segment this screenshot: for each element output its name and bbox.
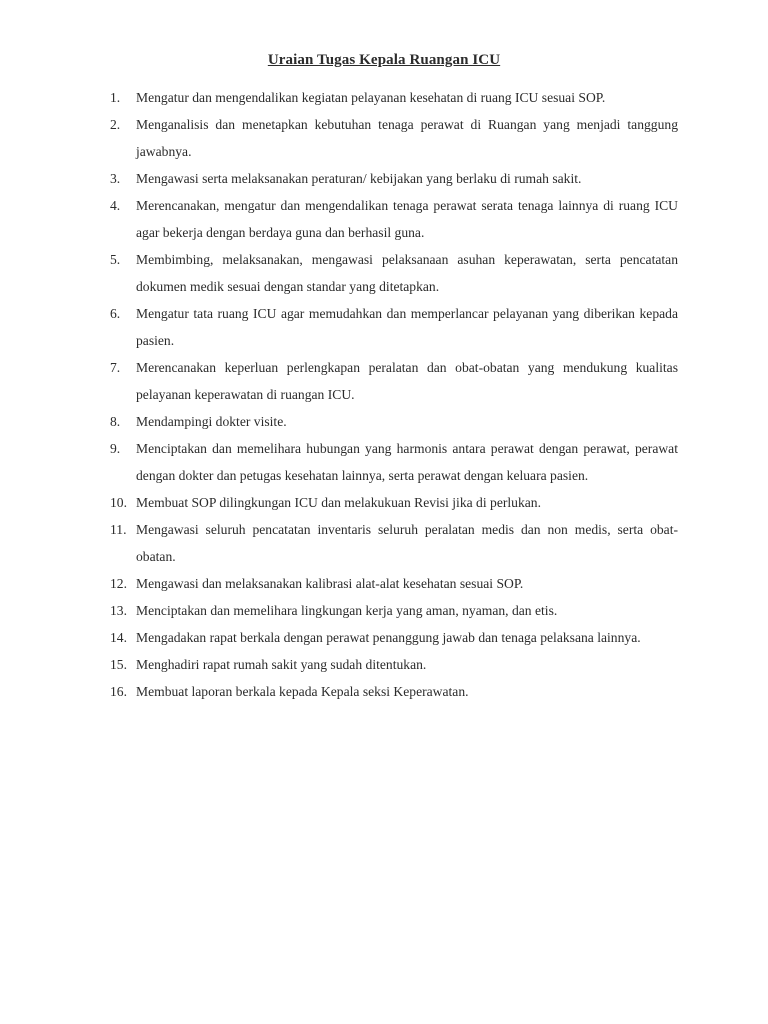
- item-text: Mengatur dan mengendalikan kegiatan pelayanan kesehatan di ruang ICU sesuai SOP.: [136, 90, 606, 105]
- item-text: Mengadakan rapat berkala dengan perawat penanggung jawab dan tenaga pelaksana lainnya.: [136, 630, 641, 645]
- item-text: Membuat laporan berkala kepada Kepala seksi Keperawatan.: [136, 684, 469, 699]
- item-number: 2.: [110, 117, 121, 132]
- list-item: [110, 678, 678, 705]
- item-text: Menganalisis dan menetapkan kebutuhan tenaga perawat di Ruangan yang menjadi tanggung jawabnya.: [136, 117, 678, 159]
- list-item: [110, 84, 678, 111]
- item-number: 13.: [110, 603, 127, 618]
- document-title: Uraian Tugas Kepala Ruangan ICU: [267, 52, 501, 68]
- item-number: 6.: [110, 306, 121, 321]
- item-number: 5.: [110, 252, 121, 267]
- item-text: Mendampingi dokter visite.: [136, 414, 287, 429]
- item-text: Mengatur tata ruang ICU agar memudahkan dan memperlancar pelayanan yang diberikan kepada pasien.: [136, 306, 678, 348]
- item-number: 16.: [110, 684, 127, 699]
- item-number: 7.: [110, 360, 121, 375]
- item-number: 4.: [110, 198, 121, 213]
- list-item: [110, 570, 678, 597]
- item-number: 14.: [110, 630, 127, 645]
- item-number: 10.: [110, 495, 127, 510]
- list-item: [110, 354, 678, 408]
- item-number: 15.: [110, 657, 127, 672]
- item-number: 11.: [110, 522, 127, 537]
- duty-list: [110, 84, 678, 705]
- item-number: 12.: [110, 576, 127, 591]
- list-item: [110, 408, 678, 435]
- item-text: Membimbing, melaksanakan, mengawasi pelaksanaan asuhan keperawatan, serta pencatatan dokumen medik sesuai dengan standar yang ditetapkan.: [136, 252, 678, 294]
- item-text: Membuat SOP dilingkungan ICU dan melakukuan Revisi jika di perlukan.: [136, 495, 541, 510]
- list-item: [110, 246, 678, 300]
- item-text: Menciptakan dan memelihara hubungan yang harmonis antara perawat dengan perawat, perawat dengan dokter dan petugas kesehatan lainnya, serta perawat dengan keluara pasien.: [136, 441, 678, 483]
- list-item: [110, 300, 678, 354]
- item-number: 3.: [110, 171, 121, 186]
- item-text: Merencanakan keperluan perlengkapan peralatan dan obat-obatan yang mendukung kualitas pelayanan keperawatan di ruangan ICU.: [136, 360, 678, 402]
- list-item: [110, 165, 678, 192]
- item-text: Menciptakan dan memelihara lingkungan kerja yang aman, nyaman, dan etis.: [136, 603, 558, 618]
- list-item: [110, 597, 678, 624]
- list-item: [110, 516, 678, 570]
- item-text: Mengawasi dan melaksanakan kalibrasi alat-alat kesehatan sesuai SOP.: [136, 576, 524, 591]
- item-number: 9.: [110, 441, 121, 456]
- item-text: Mengawasi serta melaksanakan peraturan/ kebijakan yang berlaku di rumah sakit.: [136, 171, 582, 186]
- item-number: 1.: [110, 90, 121, 105]
- list-item: [110, 435, 678, 489]
- list-item: [110, 651, 678, 678]
- item-number: 8.: [110, 414, 121, 429]
- list-item: [110, 624, 678, 651]
- item-text: Menghadiri rapat rumah sakit yang sudah ditentukan.: [136, 657, 427, 672]
- item-text: Merencanakan, mengatur dan mengendalikan tenaga perawat serata tenaga lainnya di ruang ICU agar bekerja dengan berdaya guna dan berhasil guna.: [136, 198, 678, 240]
- list-item: [110, 192, 678, 246]
- list-item: [110, 111, 678, 165]
- item-text: Mengawasi seluruh pencatatan inventaris seluruh peralatan medis dan non medis, serta obat-obatan.: [136, 522, 678, 564]
- list-item: [110, 489, 678, 516]
